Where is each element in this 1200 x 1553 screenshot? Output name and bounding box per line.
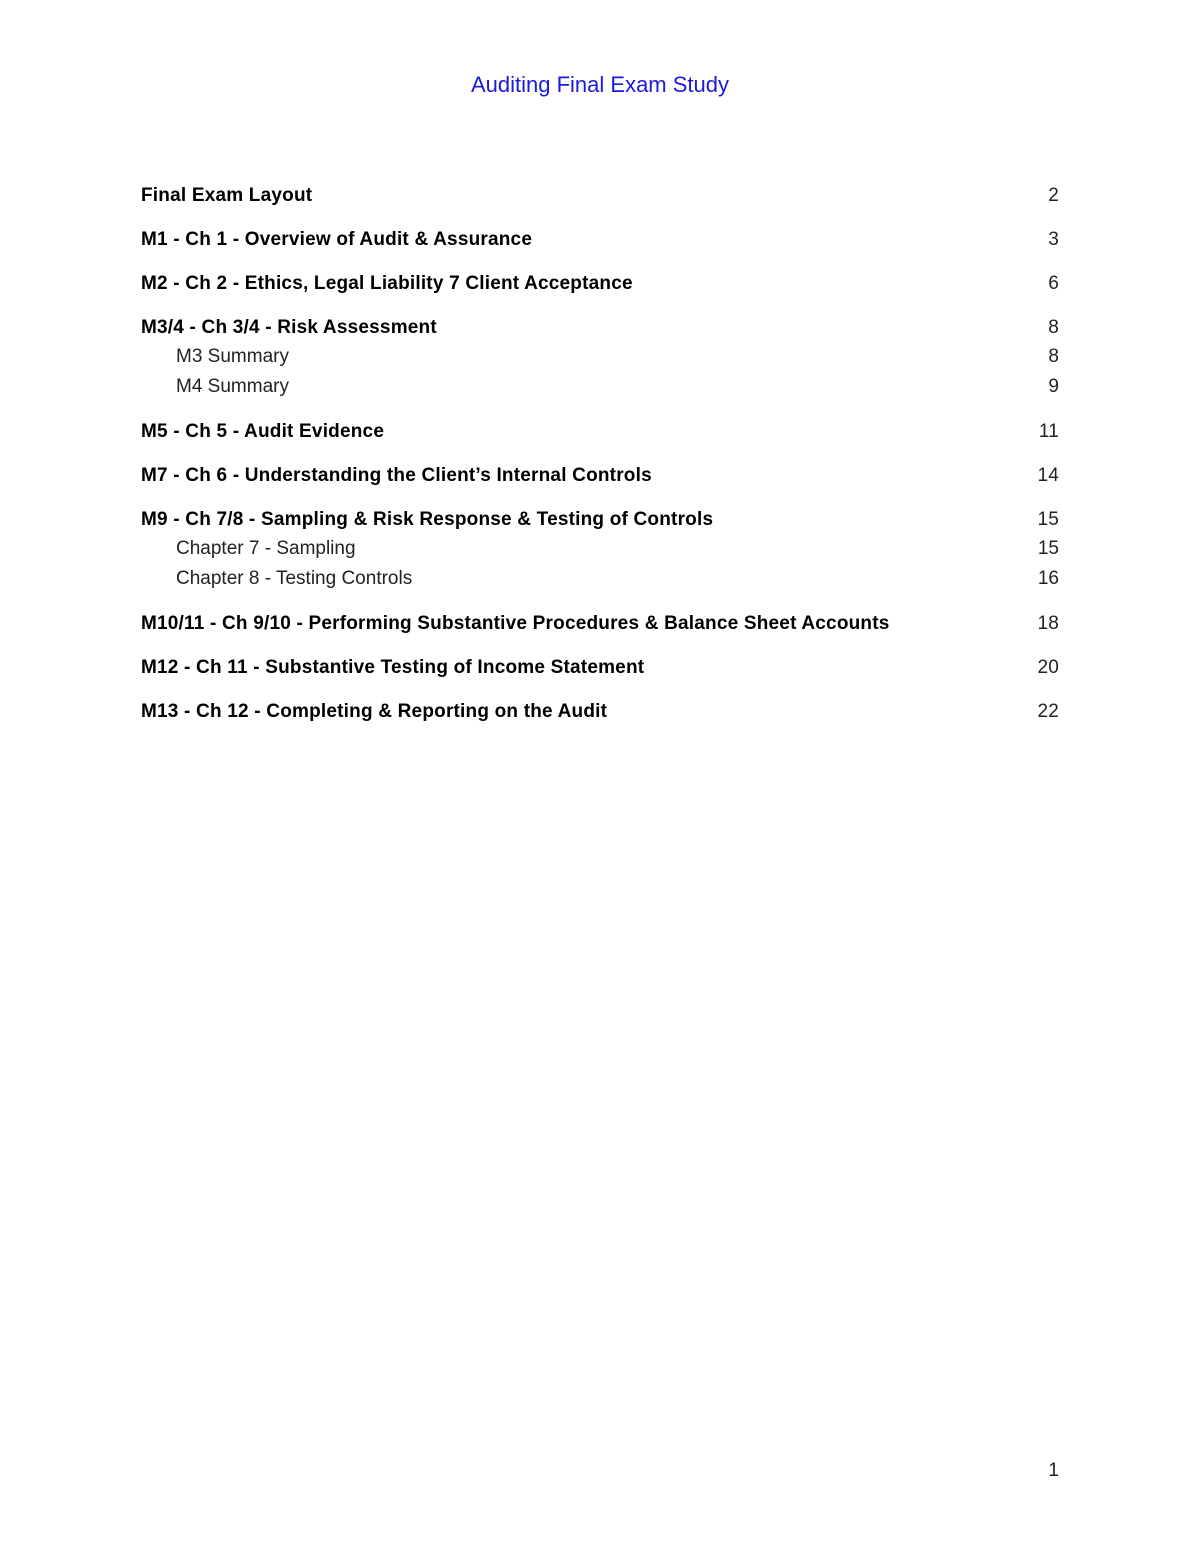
toc-entry[interactable] (141, 181, 1059, 210)
toc-subentry-page: 9 (1048, 376, 1059, 397)
toc-subentry-page: 15 (1037, 538, 1059, 559)
toc-entry[interactable] (141, 269, 1059, 298)
toc-subentry-page: 8 (1048, 346, 1059, 367)
toc-subentry[interactable] (141, 372, 1059, 402)
toc-entry-label: M12 - Ch 11 - Substantive Testing of Income Statement (141, 657, 645, 678)
toc-entry-label: M2 - Ch 2 - Ethics, Legal Liability 7 Client Acceptance (141, 273, 633, 294)
document-title: Auditing Final Exam Study (470, 72, 730, 97)
toc-entry[interactable] (141, 609, 1059, 638)
toc-entry-page: 8 (1048, 317, 1059, 338)
toc-entry-page: 6 (1048, 273, 1059, 294)
toc-entry-page: 18 (1037, 613, 1059, 634)
toc-entry-label: M7 - Ch 6 - Understanding the Client’s Internal Controls (141, 465, 652, 486)
toc-entry-label: M3/4 - Ch 3/4 - Risk Assessment (141, 317, 437, 338)
toc-entry[interactable] (141, 313, 1059, 342)
toc-entry-label: M10/11 - Ch 9/10 - Performing Substantive Procedures & Balance Sheet Accounts (141, 613, 890, 634)
toc-subentry[interactable] (141, 342, 1059, 372)
table-of-contents (141, 181, 1059, 726)
toc-subentry-label: Chapter 8 - Testing Controls (176, 568, 413, 589)
toc-entry-label: M1 - Ch 1 - Overview of Audit & Assurance (141, 229, 533, 250)
toc-entry-page: 20 (1037, 657, 1059, 678)
toc-subentry-page: 16 (1037, 568, 1059, 589)
toc-subentry-label: Chapter 7 - Sampling (176, 538, 356, 559)
toc-subentry[interactable] (141, 534, 1059, 564)
toc-entry[interactable] (141, 225, 1059, 254)
toc-entry-label: M13 - Ch 12 - Completing & Reporting on the Audit (141, 701, 608, 722)
toc-entry[interactable] (141, 505, 1059, 534)
toc-subentry-label: M4 Summary (176, 376, 289, 397)
toc-entry[interactable] (141, 697, 1059, 726)
toc-entry[interactable] (141, 461, 1059, 490)
toc-entry-page: 2 (1048, 185, 1059, 206)
toc-entry-page: 14 (1037, 465, 1059, 486)
toc-entry-label: M5 - Ch 5 - Audit Evidence (141, 421, 385, 442)
page-number: 1 (1048, 1460, 1059, 1481)
toc-entry-page: 15 (1037, 509, 1059, 530)
toc-entry-page: 11 (1038, 421, 1059, 442)
toc-entry-page: 3 (1048, 229, 1059, 250)
toc-entry-page: 22 (1037, 701, 1059, 722)
toc-entry[interactable] (141, 417, 1059, 446)
toc-entry[interactable] (141, 653, 1059, 682)
toc-entry-label: M9 - Ch 7/8 - Sampling & Risk Response & Testing of Controls (141, 509, 714, 530)
toc-subentry[interactable] (141, 564, 1059, 594)
toc-subentry-label: M3 Summary (176, 346, 289, 367)
toc-entry-label: Final Exam Layout (141, 185, 313, 206)
